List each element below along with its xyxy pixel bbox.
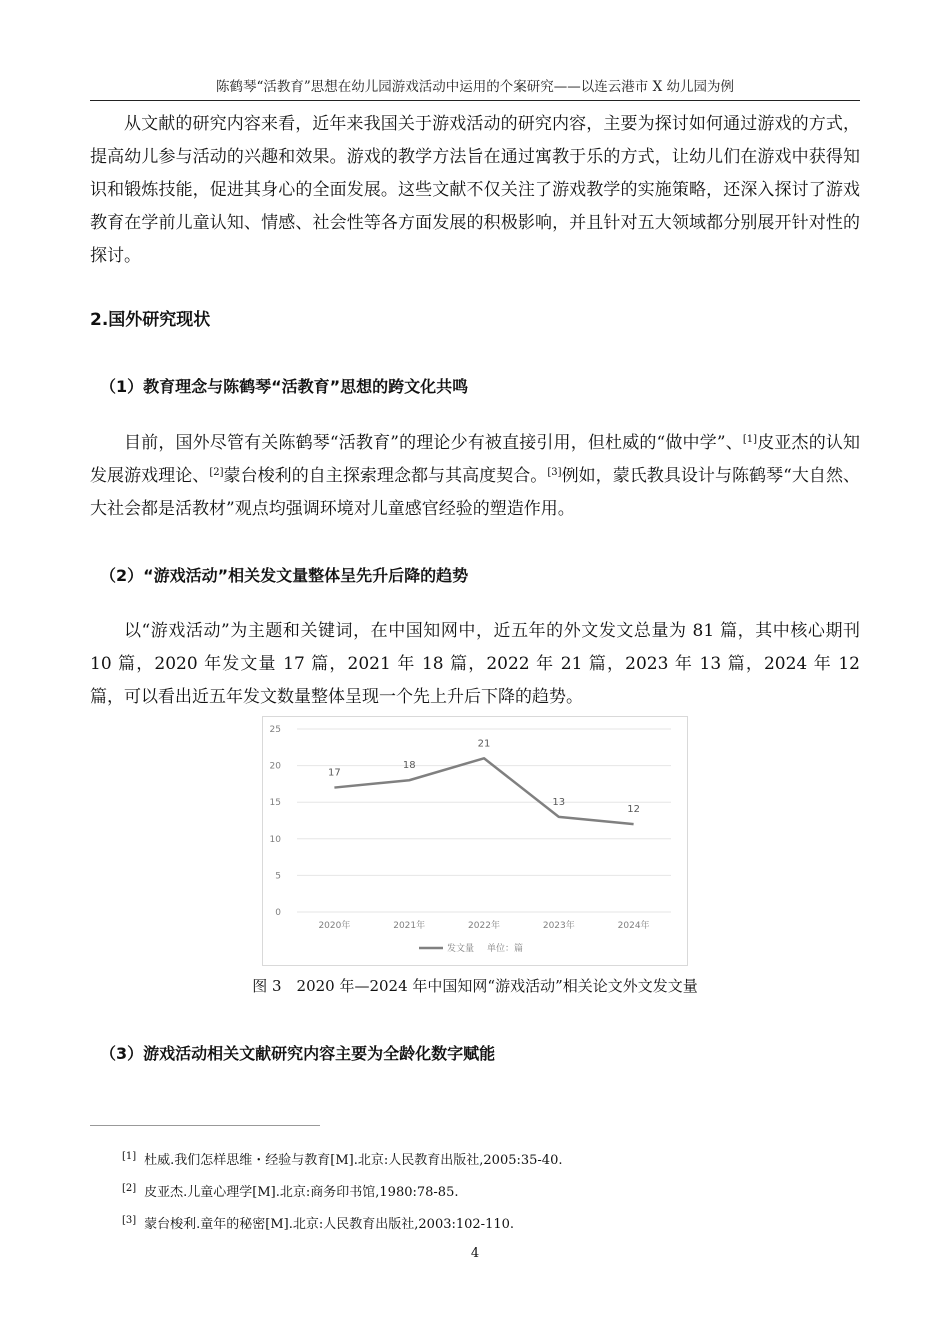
sub1-text-part2: 皮亚杰的认知发展游戏理论、 <box>90 433 861 486</box>
footnote-1-text: 杜威.我们怎样思维・经验与教育[M].北京:人民教育出版社,2005:35-40. <box>144 1153 563 1168</box>
x-tick-label: 2024年 <box>617 921 650 931</box>
sub1-text-part4: 例如，蒙氏教具设计与陈鹤琴“大自然、大社会都是活教材”观点均强调环境对儿童感官经验的塑造作用。 <box>90 466 861 519</box>
footnote-2-text: 皮亚杰.儿童心理学[M].北京:商务印书馆,1980:78-85. <box>144 1185 459 1200</box>
sub1-text-part3: 蒙台梭利的自主探索理念都与其高度契合。 <box>223 466 548 486</box>
chart-series <box>334 758 633 824</box>
legend-unit: 单位：篇 <box>487 944 524 954</box>
section-heading: 2.国外研究现状 <box>90 310 211 330</box>
citation-1: [1] <box>742 434 758 445</box>
footnote-1-mark: [1] <box>122 1151 137 1162</box>
y-tick-label: 0 <box>275 908 281 918</box>
chart-frame <box>262 716 688 966</box>
footnote-3 <box>122 1212 514 1234</box>
citation-2: [2] <box>209 467 224 478</box>
y-tick-label: 15 <box>269 798 281 809</box>
data-label: 12 <box>627 804 640 816</box>
x-tick-label: 2021年 <box>393 921 426 931</box>
footnote-2-mark: [2] <box>122 1183 137 1194</box>
footnote-3-mark: [3] <box>122 1215 137 1226</box>
data-label: 13 <box>552 796 566 808</box>
data-label: 21 <box>477 738 491 750</box>
running-header: 陈鹤琴“活教育”思想在幼儿园游戏活动中运用的个案研究——以连云港市 X 幼儿园为例 <box>216 79 734 95</box>
series-line <box>334 758 633 824</box>
subsection-2-paragraph: 以“游戏活动”为主题和关键词，在中国知网中，近五年的外文发文总量为 81 篇，其中核心期刊 10 篇，2020 年发文量 17 篇，2021 年 18 篇，2022 年 21 篇，2023 年 13 篇，2024 年 12 篇，可以看出近五年发文数量整体呈现一个先上升后下降的趋势。 <box>90 621 860 707</box>
data-label: 17 <box>328 767 341 779</box>
y-tick-label: 25 <box>269 725 281 735</box>
subsection-3-heading: （3）游戏活动相关文献研究内容主要为全龄化数字赋能 <box>100 1044 496 1063</box>
chart-y-ticks <box>270 725 282 918</box>
chart-x-ticks <box>318 919 649 931</box>
citation-3: [3] <box>547 467 562 478</box>
subsection-1-paragraph <box>90 427 860 526</box>
x-tick-label: 2020年 <box>318 921 351 931</box>
footnote-2 <box>122 1180 458 1202</box>
x-tick-label: 2023年 <box>542 921 575 931</box>
page-number: 4 <box>470 1246 480 1261</box>
subsection-2-heading: （2）“游戏活动”相关发文量整体呈先升后降的趋势 <box>100 566 469 585</box>
y-tick-label: 5 <box>275 871 281 882</box>
y-tick-label: 10 <box>269 834 281 845</box>
chart-grid <box>297 729 671 912</box>
footnote-separator <box>90 1125 320 1126</box>
x-tick-label: 2022年 <box>468 921 500 931</box>
data-label: 18 <box>402 760 416 772</box>
legend-label: 发文量 <box>447 944 475 954</box>
header-rule <box>90 100 860 101</box>
sub1-text-part1: 目前，国外尽管有关陈鹤琴“活教育”的理论少有被直接引用，但杜威的“做中学”、 <box>124 433 743 453</box>
subsection-1-heading: （1）教育理念与陈鹤琴“活教育”思想的跨文化共鸣 <box>100 377 469 396</box>
chart-legend <box>419 942 523 954</box>
chart-data-labels <box>328 738 640 815</box>
intro-paragraph: 从文献的研究内容来看，近年来我国关于游戏活动的研究内容，主要为探讨如何通过游戏的方式，提高幼儿参与活动的兴趣和效果。游戏的教学方法旨在通过寓教于乐的方式，让幼儿们在游戏中获得知识和锻炼技能，促进其身心的全面发展。这些文献不仅关注了游戏教学的实施策略，还深入探讨了游戏教育在学前儿童认知、情感、社会性等各方面发展的积极影响，并且针对五大领域都分别展开针对性的探讨。 <box>90 114 860 266</box>
figure-caption: 图 3 2020 年—2024 年中国知网“游戏活动”相关论文外文发文量 <box>252 977 698 995</box>
y-tick-label: 20 <box>269 761 281 772</box>
footnote-1 <box>122 1148 562 1170</box>
line-chart <box>263 717 687 965</box>
footnote-3-text: 蒙台梭利.童年的秘密[M].北京:人民教育出版社,2003:102-110. <box>144 1217 515 1232</box>
